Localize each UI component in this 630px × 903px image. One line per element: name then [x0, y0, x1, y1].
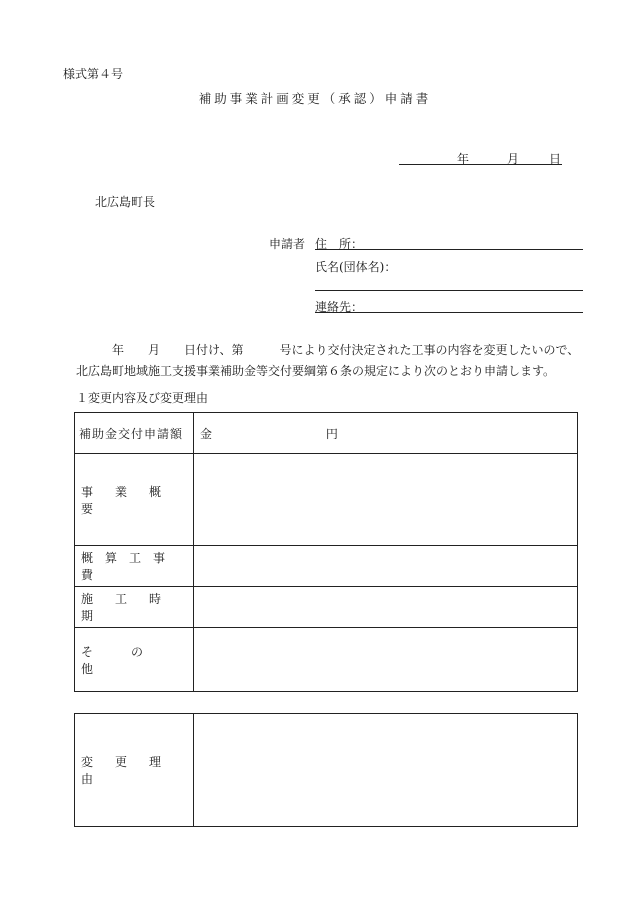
change-details-table [74, 412, 578, 692]
section-heading: １変更内容及び変更理由 [76, 391, 209, 405]
date-day-label: 日 [549, 152, 562, 166]
project-overview-cell[interactable] [194, 454, 578, 546]
table-row [75, 546, 578, 587]
date-year-label: 年 [457, 152, 470, 166]
grant-amount-label: 補助金交付申請額 [79, 426, 184, 441]
other-cell[interactable] [194, 628, 578, 692]
body-text: 年 月 日付け、第 号により交付決定された工事の内容を変更したいので、北広島町地域施工支援事業補助金等交付要綱第６条の規定により次のとおり申請します。 [76, 343, 580, 378]
table-row [75, 413, 578, 454]
other-label: その他 [81, 644, 182, 676]
form-number: 様式第４号 [63, 67, 124, 81]
contact-label: 連絡先： [315, 300, 364, 314]
construction-cost-cell[interactable] [194, 546, 578, 587]
grant-amount-label-cell [75, 413, 194, 454]
change-reason-label: 変更理由 [81, 755, 184, 786]
address-label: 住 所： [315, 237, 364, 251]
construction-period-label: 施工時期 [81, 592, 184, 623]
document-title: 補助事業計画変更（承認）申請書 [198, 91, 432, 106]
change-reason-label-cell [75, 714, 194, 827]
project-overview-label-cell [75, 454, 194, 546]
contact-field[interactable] [315, 298, 583, 313]
amount-suffix: 円 [325, 426, 338, 441]
addressee: 北広島町長 [95, 195, 156, 209]
construction-cost-label-cell [75, 546, 194, 587]
table-row [75, 454, 578, 546]
change-reason-table [74, 713, 578, 827]
project-overview-label: 事業概要 [81, 484, 184, 516]
applicant-label: 申請者 [269, 237, 306, 251]
construction-cost-label: 概算工事費 [81, 551, 178, 582]
other-label-cell [75, 628, 194, 692]
table-row [75, 714, 578, 827]
grant-amount-cell[interactable] [194, 413, 578, 454]
construction-period-cell[interactable] [194, 587, 578, 628]
address-field[interactable] [315, 235, 583, 250]
amount-prefix: 金 [200, 426, 213, 441]
table-row [75, 587, 578, 628]
construction-period-label-cell [75, 587, 194, 628]
name-label: 氏名(団体名)： [315, 260, 397, 274]
date-line[interactable] [399, 150, 562, 165]
table-row [75, 628, 578, 692]
name-field[interactable] [315, 290, 583, 291]
change-reason-cell[interactable] [194, 714, 578, 827]
date-month-label: 月 [507, 152, 520, 166]
